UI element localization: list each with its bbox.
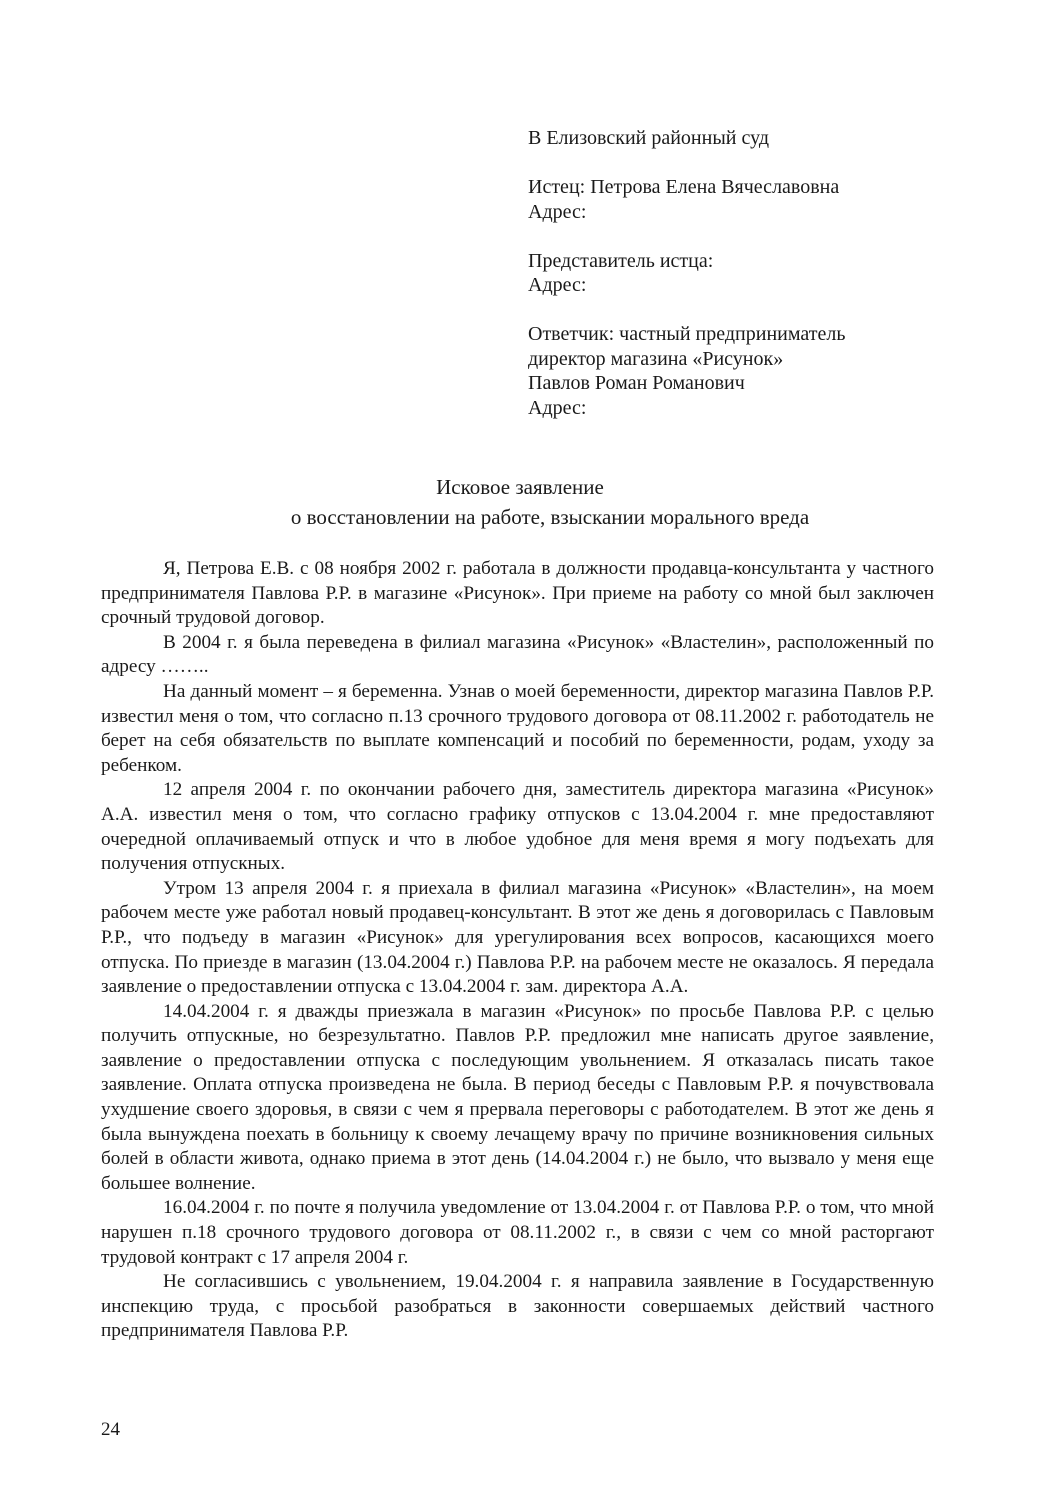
plaintiff-address: Адрес: bbox=[528, 200, 587, 223]
paragraph: 16.04.2004 г. по почте я получила уведомление от 13.04.2004 г. от Павлова Р.Р. о том, что мной нарушен п.18 срочного трудового договора от 08.11.2002 г., в связи с чем со мной расторгают трудовой контракт с 17 апреля 2004 г. bbox=[101, 1197, 934, 1268]
paragraph: 12 апреля 2004 г. по окончании рабочего дня, заместитель директора магазина «Рисунок» А.А. известил меня о том, что согласно графику отпусков с 13.04.2004 г. мне предоставляют очередной оплачиваемый отпуск и что в любое удобное для меня время я могу подъехать для получения отпускных. bbox=[101, 779, 934, 875]
addressee-block bbox=[528, 126, 1008, 420]
claim-body bbox=[101, 557, 934, 1344]
defendant-line-1: Ответчик: частный предприниматель bbox=[528, 323, 846, 345]
page-number: 24 bbox=[101, 1419, 120, 1440]
plaintiff-name: Истец: Петрова Елена Вячеславовна bbox=[528, 176, 840, 198]
paragraph: В 2004 г. я была переведена в филиал магазина «Рисунок» «Властелин», расположенный по адресу …….. bbox=[101, 631, 934, 678]
paragraph: На данный момент – я беременна. Узнав о моей беременности, директор магазина Павлов Р.Р. известил меня о том, что согласно п.13 срочного трудового договора от 08.11.2002 г. работодатель не берет на себя обязательств по выплате компенсаций и пособий по беременности, родам, уходу за ребенком. bbox=[101, 680, 934, 776]
representative-address: Адрес: bbox=[528, 274, 587, 296]
paragraph: Я, Петрова Е.В. с 08 ноября 2002 г. работала в должности продавца-консультанта у частного предпринимателя Павлова Р.Р. в магазине «Рисунок». При приеме на работу со мной был заключен срочный трудовой договор. bbox=[101, 558, 934, 629]
court-name: В Елизовский районный суд bbox=[528, 127, 770, 149]
paragraph: Не согласившись с увольнением, 19.04.2004 г. я направила заявление в Государственную инспекцию труда, с просьбой разобраться в законности совершаемых действий частного предпринимателя Павлова Р.Р. bbox=[101, 1271, 934, 1342]
representative-label: Представитель истца: bbox=[528, 249, 714, 272]
defendant-line-2: директор магазина «Рисунок» bbox=[528, 347, 784, 370]
defendant-line-3: Павлов Роман Романович bbox=[528, 372, 745, 394]
document-subtitle: о восстановлении на работе, взыскании морального вреда bbox=[290, 505, 810, 529]
paragraph: Утром 13 апреля 2004 г. я приехала в филиал магазина «Рисунок» «Властелин», на моем рабочем месте уже работал новый продавец-консультант. В этот же день я договорилась с Павловым Р.Р., что подъеду в магазин «Рисунок» для урегулирования всех вопросов, касающихся моего отпуска. По приезде в магазин (13.04.2004 г.) Павлова Р.Р. на рабочем месте не оказалось. Я передала заявление о предоставлении отпуска с 13.04.2004 г. зам. директора А.А. bbox=[101, 877, 934, 998]
paragraph: 14.04.2004 г. я дважды приезжала в магазин «Рисунок» по просьбе Павлова Р.Р. с целью получить отпускные, но безрезультатно. Павлов Р.Р. предложил мне написать другое заявление, заявление о предоставлении отпуска с последующим увольнением. Я отказалась писать такое заявление. Оплата отпуска произведена не была. В период беседы с Павловым Р.Р. я почувствовала ухудшение своего здоровья, в связи с чем я прервала переговоры с работодателем. В этот же день я была вынуждена поехать в больницу к своему лечащему врачу по причине возникновения сильных болей в области живота, однако приема в этот день (14.04.2004 г.) не было, что вызвало у меня еще большее волнение. bbox=[101, 1000, 934, 1194]
document-title-block bbox=[100, 472, 940, 532]
document-title: Исковое заявление bbox=[436, 475, 604, 499]
defendant-address: Адрес: bbox=[528, 396, 587, 419]
